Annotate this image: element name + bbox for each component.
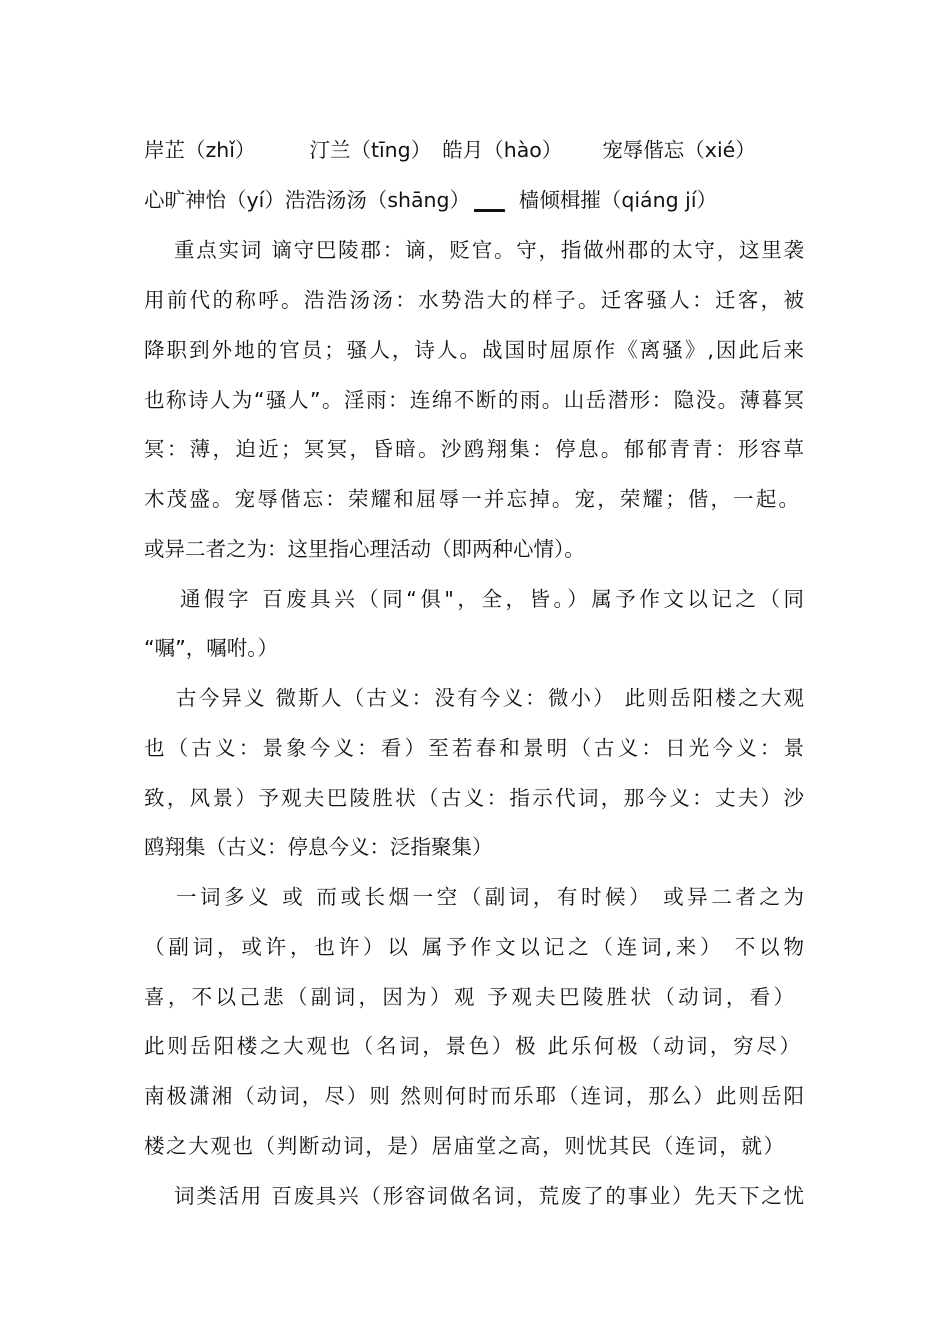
key-words-line: 用前代的称呼。浩浩汤汤：水势浩大的样子。迁客骚人：迁客，被 [144,288,804,312]
key-words-line: 也称诗人为“骚人”。淫雨：连绵不断的雨。山岳潜形：隐没。薄暮冥 [144,388,804,412]
pronunciation-row-2 [144,185,814,215]
key-words-line: 冥：薄，迫近；冥冥，昏暗。沙鸥翔集：停息。郁郁青青：形容草 [144,437,804,461]
pron-item: 岸芷（zhǐ） [144,138,256,162]
duoyi-line: （副词，或许，也许）以 属予作文以记之（连词,来） 不以物 [144,935,804,959]
huoyong-line: 词类活用 百废具兴（形容词做名词，荒废了的事业）先天下之忧 [174,1184,804,1208]
pron-item: 汀兰（tīng） [309,138,432,162]
gujin-line: 也（古义：景象今义：看）至若春和景明（古义：日光今义：景 [144,736,804,760]
pronunciation-row-1 [144,135,814,165]
key-words-line: 重点实词 谪守巴陵郡：谪，贬官。守，指做州郡的太守，这里袭 [174,238,804,262]
duoyi-line: 此则岳阳楼之大观也（名词，景色）极 此乐何极（动词，穷尽） [144,1034,800,1058]
tongjia-line: 通假字 百废具兴（同“俱"，全，皆。）属予作文以记之（同 [180,587,804,611]
tongjia-line: “嘱”，嘱咐。） [144,636,278,660]
duoyi-line: 一词多义 或 而或长烟一空（副词，有时候） 或异二者之为 [176,885,804,909]
pron-item: 心旷神怡（yí）浩浩汤汤（shāng） [144,188,471,212]
duoyi-line: 楼之大观也（判断动词，是）居庙堂之高，则忧其民（连词，就） [144,1134,784,1158]
gujin-line: 致，风景）予观夫巴陵胜状（古义：指示代词，那今义：丈夫）沙 [144,786,804,810]
duoyi-line: 喜，不以己悲（副词，因为）观 予观夫巴陵胜状（动词，看） [144,985,794,1009]
fill-blank: ___ [474,188,505,212]
gujin-line: 鸥翔集（古义：停息今义：泛指聚集） [144,835,493,859]
pron-item: 皓月（hào） [442,138,563,162]
duoyi-line: 南极潇湘（动词，尽）则 然则何时而乐耶（连词，那么）此则岳阳 [144,1084,804,1108]
key-words-line: 或异二者之为：这里指心理活动（即两种心情）。 [144,537,585,561]
pron-item: 樯倾楫摧（qiáng jí） [518,188,718,212]
key-words-line: 降职到外地的官员；骚人，诗人。战国时屈原作《离骚》,因此后来 [144,338,804,362]
gujin-line: 古今异义 微斯人（古义：没有今义：微小） 此则岳阳楼之大观 [176,686,804,710]
pron-item: 宠辱偕忘（xié） [602,138,756,162]
key-words-line: 木茂盛。宠辱偕忘：荣耀和屈辱一并忘掉。宠，荣耀；偕，一起。 [144,487,799,511]
